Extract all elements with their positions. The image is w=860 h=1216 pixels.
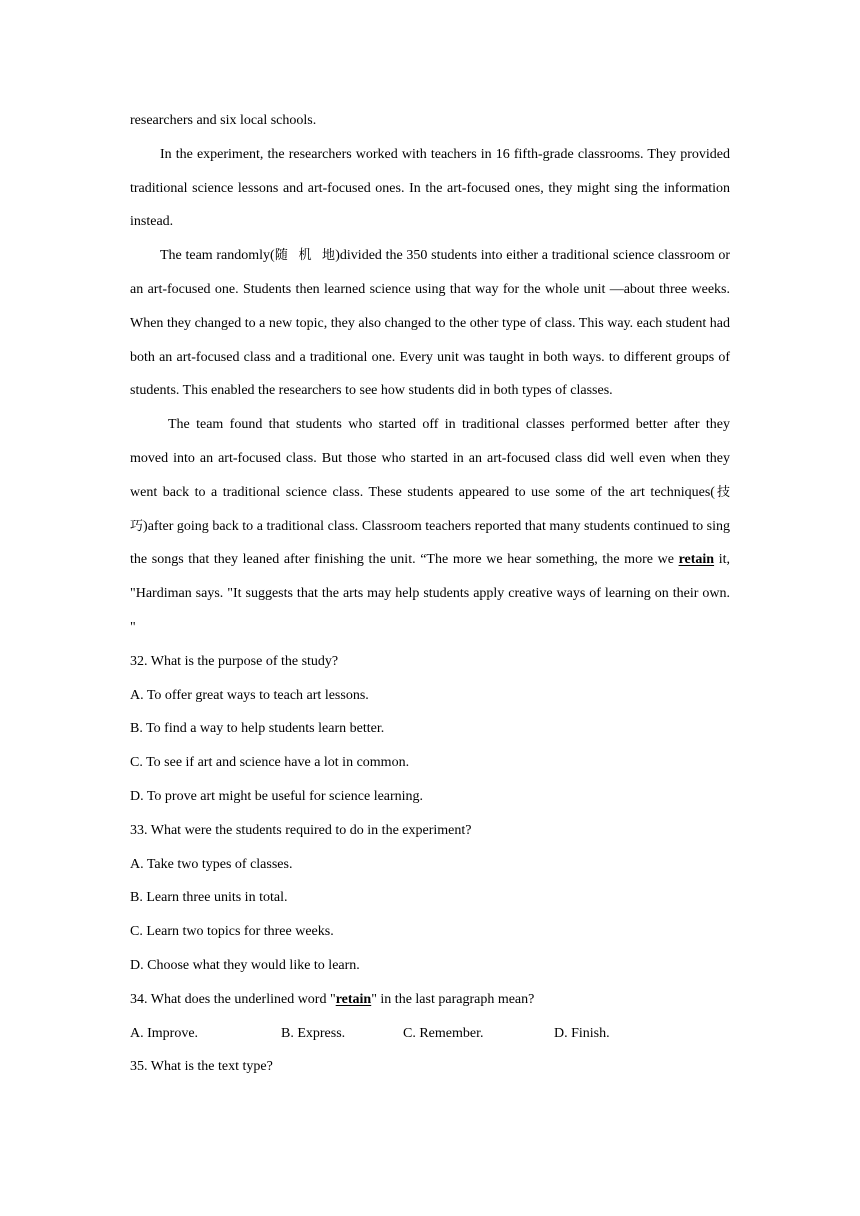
text-segment: " in the last paragraph mean? — [371, 991, 535, 1007]
paragraph-random-division — [130, 239, 730, 408]
text-segment: The team randomly( — [160, 248, 275, 264]
underlined-word: retain — [678, 552, 715, 568]
option-b: B. Express. — [281, 1025, 346, 1041]
chinese-gloss: 技巧 — [130, 484, 730, 534]
text-segment: The team found that students who started off in traditional classes performed better after they moved into an art-focused class. But those who started in an art-focused class did well even when they went back to a traditional science class. These students appeared to use some of the art techniques( — [130, 417, 730, 500]
underlined-word: retain — [335, 991, 372, 1007]
question-32 — [130, 645, 730, 814]
option-c: C. To see if art and science have a lot in common. — [130, 755, 410, 771]
option-a: A. To offer great ways to teach art lessons. — [130, 687, 369, 703]
option-d: D. To prove art might be useful for science learning. — [130, 788, 424, 804]
option-c: C. Learn two topics for three weeks. — [130, 924, 334, 940]
question-33 — [130, 814, 730, 983]
option-b: B. Learn three units in total. — [130, 890, 288, 906]
option-b: B. To find a way to help students learn better. — [130, 721, 385, 737]
paragraph-continuation: researchers and six local schools. — [130, 113, 317, 128]
option-c: C. Remember. — [403, 1025, 484, 1041]
option-a: A. Take two types of classes. — [130, 856, 293, 872]
option-d: D. Finish. — [554, 1025, 610, 1041]
option-a: A. Improve. — [130, 1025, 199, 1041]
document-page — [130, 104, 730, 1084]
paragraph-findings — [130, 408, 730, 645]
text-segment: )divided the 350 students into either a traditional science classroom or an art-focused one. Students then learned science using that way for the whole unit —about three weeks. When they changed to a new topic, they also changed to the other type of class. This way. each student had both an art-focused class and a traditional one. Every unit was taught in both ways. to different groups of students. This enabled the researchers to see how students did in both types of classes. — [130, 248, 731, 399]
text-segment: it, "Hardiman says. "It suggests that the arts may help students apply creative ways of learning on their own. " — [130, 552, 731, 635]
question-34 — [130, 983, 730, 1051]
option-d: D. Choose what they would like to learn. — [130, 957, 360, 973]
question-stem: 32. What is the purpose of the study? — [130, 653, 339, 669]
question-stem: 33. What were the students required to do in the experiment? — [130, 822, 472, 838]
options-row — [130, 1017, 730, 1051]
question-35 — [130, 1050, 730, 1084]
question-stem — [130, 983, 730, 1017]
question-stem: 35. What is the text type? — [130, 1059, 273, 1075]
text-segment: )after going back to a traditional class. Classroom teachers reported that many students continued to sing the songs that they leaned after finishing the unit. “The more we hear something, the more we — [130, 518, 730, 568]
text-segment: 34. What does the underlined word " — [130, 991, 336, 1007]
chinese-gloss: 随 机 地 — [274, 248, 336, 264]
paragraph-experiment: In the experiment, the researchers worked with teachers in 16 fifth-grade classrooms. They provided traditional science lessons and art-focused ones. In the art-focused ones, they might sing the information instead. — [130, 146, 730, 230]
